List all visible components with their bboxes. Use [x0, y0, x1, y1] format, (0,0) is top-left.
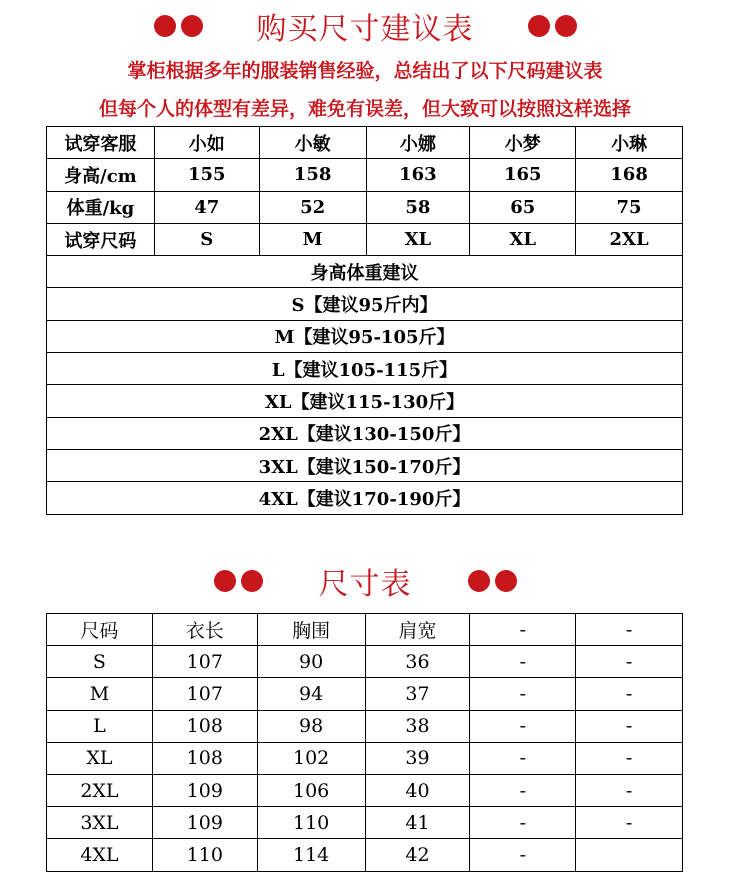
table-cell	[576, 839, 683, 871]
red-dot-icon	[214, 570, 236, 592]
suggestion-row: 2XL【建议130-150斤】	[47, 417, 683, 449]
table-header-row	[47, 614, 683, 646]
table-cell: S	[47, 646, 153, 678]
note-line-2: 但每个人的体型有差异，难免有误差，但大致可以按照这样选择	[98, 98, 631, 120]
table-row	[47, 482, 683, 514]
size-chart-header	[0, 561, 730, 601]
table-cell: 小娜	[366, 127, 470, 159]
table-row	[47, 223, 683, 255]
table-cell: 65	[470, 191, 576, 223]
table-row	[47, 449, 683, 481]
suggestion-row: 4XL【建议170-190斤】	[47, 482, 683, 514]
table-cell: 47	[154, 191, 259, 223]
table-cell: 肩宽	[365, 614, 470, 646]
table-cell: 168	[576, 159, 683, 191]
table-row	[47, 288, 683, 320]
table-cell: -	[470, 774, 576, 806]
table-row	[47, 159, 683, 191]
table-cell: 2XL	[47, 774, 153, 806]
table-cell: 小敏	[259, 127, 366, 159]
suggestion-row: 3XL【建议150-170斤】	[47, 449, 683, 481]
table-cell: -	[576, 678, 683, 710]
decor-dots-right	[468, 570, 517, 592]
table-cell: -	[470, 678, 576, 710]
red-dot-icon	[468, 570, 490, 592]
decor-dots-left	[214, 570, 263, 592]
table-cell: XL	[366, 223, 470, 255]
size-chart-table	[46, 613, 683, 872]
table-cell: 90	[257, 646, 365, 678]
table-cell: 37	[365, 678, 470, 710]
row-label-cell: 试穿尺码	[47, 223, 155, 255]
table-cell: -	[576, 710, 683, 742]
table-cell: 94	[257, 678, 365, 710]
table-cell: 小琳	[576, 127, 683, 159]
suggestion-row: M【建议95-105斤】	[47, 320, 683, 352]
table-cell: 107	[152, 678, 257, 710]
row-label-cell: 体重/kg	[47, 191, 155, 223]
table-cell: XL	[47, 742, 153, 774]
table-cell: -	[470, 710, 576, 742]
suggestion-row: S【建议95斤内】	[47, 288, 683, 320]
table-cell: M	[259, 223, 366, 255]
table-row	[47, 320, 683, 352]
size-suggestion-header	[0, 6, 730, 46]
row-label-cell: 试穿客服	[47, 127, 155, 159]
page-title: 购买尺寸建议表	[256, 12, 474, 47]
table-row	[47, 774, 683, 806]
red-dot-icon	[528, 15, 550, 37]
decor-dots-left	[154, 15, 203, 37]
table-cell: 114	[257, 839, 365, 871]
table-cell: 衣长	[152, 614, 257, 646]
red-dot-icon	[241, 570, 263, 592]
suggestion-title: 身高体重建议	[47, 256, 683, 288]
table-cell: 58	[366, 191, 470, 223]
table-cell: -	[576, 614, 683, 646]
table-row	[47, 127, 683, 159]
table-cell: 尺码	[47, 614, 153, 646]
red-dot-icon	[495, 570, 517, 592]
table-cell: 75	[576, 191, 683, 223]
row-label-cell: 身高/cm	[47, 159, 155, 191]
table-cell: 小梦	[470, 127, 576, 159]
table-row	[47, 742, 683, 774]
table-cell: 40	[365, 774, 470, 806]
table-cell: 胸围	[257, 614, 365, 646]
table-cell: 39	[365, 742, 470, 774]
table-row	[47, 353, 683, 385]
table-cell: 42	[365, 839, 470, 871]
table-cell: 110	[257, 807, 365, 839]
red-dot-icon	[154, 15, 176, 37]
table-row	[47, 807, 683, 839]
table-cell: 163	[366, 159, 470, 191]
table-cell: 110	[152, 839, 257, 871]
table-row	[47, 417, 683, 449]
table-cell: -	[470, 742, 576, 774]
red-dot-icon	[555, 15, 577, 37]
table-cell: 3XL	[47, 807, 153, 839]
table-cell: 52	[259, 191, 366, 223]
table-cell: -	[470, 807, 576, 839]
table-cell: 4XL	[47, 839, 153, 871]
table-cell: -	[576, 646, 683, 678]
table-cell: 102	[257, 742, 365, 774]
size-chart-title: 尺寸表	[318, 567, 412, 602]
table-cell: 155	[154, 159, 259, 191]
try-on-table	[46, 126, 683, 515]
table-row	[47, 256, 683, 288]
note-line-1: 掌柜根据多年的服装销售经验，总结出了以下尺码建议表	[127, 60, 603, 82]
suggestion-row: L【建议105-115斤】	[47, 353, 683, 385]
table-cell: 36	[365, 646, 470, 678]
table-row	[47, 385, 683, 417]
red-dot-icon	[181, 15, 203, 37]
table-cell: M	[47, 678, 153, 710]
table-cell: -	[470, 839, 576, 871]
table-cell: 108	[152, 742, 257, 774]
table-row	[47, 646, 683, 678]
table-row	[47, 710, 683, 742]
table-cell: -	[470, 646, 576, 678]
table-row	[47, 191, 683, 223]
table-cell: -	[576, 742, 683, 774]
decor-dots-right	[528, 15, 577, 37]
table-cell: XL	[470, 223, 576, 255]
table-cell: 109	[152, 807, 257, 839]
table-cell: S	[154, 223, 259, 255]
table-row	[47, 678, 683, 710]
table-cell: -	[576, 774, 683, 806]
table-cell: 108	[152, 710, 257, 742]
table-cell: 38	[365, 710, 470, 742]
table-cell: 165	[470, 159, 576, 191]
table-cell: 41	[365, 807, 470, 839]
table-cell: 158	[259, 159, 366, 191]
table-cell: -	[576, 807, 683, 839]
table-cell: 98	[257, 710, 365, 742]
table-cell: 107	[152, 646, 257, 678]
table-cell: 106	[257, 774, 365, 806]
table-cell: -	[470, 614, 576, 646]
suggestion-row: XL【建议115-130斤】	[47, 385, 683, 417]
table-row	[47, 839, 683, 871]
table-cell: 小如	[154, 127, 259, 159]
table-cell: 109	[152, 774, 257, 806]
table-cell: L	[47, 710, 153, 742]
table-cell: 2XL	[576, 223, 683, 255]
